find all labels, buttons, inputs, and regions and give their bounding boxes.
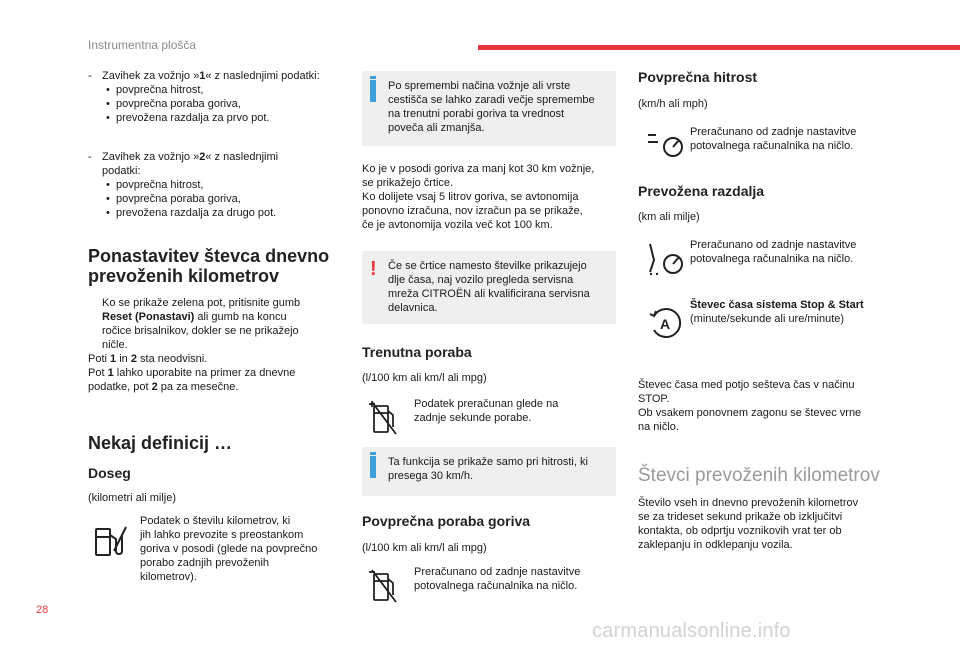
note-line: Po spremembi načina vožnje ali vrste bbox=[388, 80, 571, 92]
range-unit: (kilometri ali milje) bbox=[88, 492, 177, 504]
range-desc-line: jih lahko prevozite s preostankom bbox=[140, 529, 304, 541]
distance-icon bbox=[646, 240, 686, 280]
trip1-block bbox=[88, 69, 358, 125]
reset-para3b bbox=[88, 380, 358, 394]
reset-heading-line1: Ponastavitev števca dnevno bbox=[88, 246, 330, 266]
p3b: 1 bbox=[107, 367, 114, 379]
note-line: Ta funkcija se prikaže samo pri hitrosti, ki bbox=[388, 456, 588, 468]
current-desc-line: Podatek preračunan glede na bbox=[414, 398, 559, 410]
fuel-pump-range-icon bbox=[92, 521, 132, 561]
trip1-text-b: « z naslednjimi podatki: bbox=[205, 70, 320, 82]
dist-desc-line: Preračunano od zadnje nastavitve bbox=[690, 239, 857, 251]
current-heading: Trenutna poraba bbox=[362, 344, 472, 360]
current-desc bbox=[414, 397, 614, 425]
list-item: • povprečna hitrost, bbox=[106, 178, 358, 192]
list-item: • prevožena razdalja za prvo pot. bbox=[106, 111, 358, 125]
section-title: Instrumentna plošča bbox=[88, 38, 197, 52]
avg-desc-line: potovalnega računalnika na ničlo. bbox=[414, 580, 578, 592]
reset-line4: ničle. bbox=[102, 339, 128, 351]
avg-consumption-unit: (l/100 km ali km/l ali mpg) bbox=[362, 542, 487, 554]
p2a: Poti bbox=[88, 353, 111, 365]
odometer-heading: Števci prevoženih kilometrov bbox=[638, 465, 880, 486]
distance-heading: Prevožena razdalja bbox=[638, 183, 765, 199]
odo-para-line: se za trideset sekund prikaže ob izključitvi bbox=[638, 511, 843, 523]
fuel-pump-current-icon bbox=[366, 398, 406, 438]
p3d: podatke, pot bbox=[88, 381, 152, 393]
info-note-1 bbox=[362, 71, 616, 146]
dash: - bbox=[88, 70, 92, 82]
note-line: cestišča se lahko zaradi večje spremembe bbox=[388, 94, 595, 106]
reset-para2 bbox=[88, 352, 358, 366]
dash: - bbox=[88, 151, 92, 163]
distance-desc bbox=[690, 238, 910, 266]
ss-para-line: STOP. bbox=[638, 393, 670, 405]
p2d: 2 bbox=[130, 353, 137, 365]
trip1-num: 1 bbox=[199, 70, 206, 82]
range-desc bbox=[140, 514, 360, 584]
avg-speed-desc bbox=[690, 125, 910, 153]
warn-line: Če se črtice namesto številke prikazujejo bbox=[388, 260, 587, 272]
avg-speed-unit: (km/h ali mph) bbox=[638, 98, 708, 110]
average-speed-icon bbox=[646, 125, 686, 165]
p2e: sta neodvisni. bbox=[136, 353, 208, 365]
stop-start-desc bbox=[690, 298, 920, 326]
p3f: pa za mesečne. bbox=[157, 381, 239, 393]
odo-para-line: Število vseh in dnevno prevoženih kilometrov bbox=[638, 497, 859, 509]
trip2-block bbox=[88, 150, 358, 220]
trip2-text-a: Zavihek za vožnjo » bbox=[102, 151, 200, 163]
warn-line: dlje časa, naj vozilo pregleda servisna bbox=[388, 274, 574, 286]
range-desc-line: goriva v posodi (glede na povprečno bbox=[140, 543, 318, 555]
p2b: 1 bbox=[110, 353, 117, 365]
avg-consumption-heading: Povprečna poraba goriva bbox=[362, 513, 531, 529]
p2c: in bbox=[116, 353, 131, 365]
odo-para-line: kontakta, ob odprtju voznikovih vrat ter ob bbox=[638, 525, 842, 537]
trip1-line bbox=[88, 69, 358, 83]
trip1-list bbox=[88, 83, 358, 125]
list-item: • povprečna poraba goriva, bbox=[106, 97, 358, 111]
warning-note bbox=[362, 251, 616, 324]
reset-heading bbox=[88, 246, 329, 286]
trip2-text-c: podatki: bbox=[102, 165, 141, 177]
trip2-list bbox=[88, 178, 358, 220]
range-desc-line: porabo zadnjih prevoženih bbox=[140, 557, 270, 569]
stop-start-paragraph bbox=[638, 378, 888, 434]
para-line: ponovno izračuna, nov izračun pa se prikaže, bbox=[362, 205, 583, 217]
current-desc-line: zadnje sekunde porabe. bbox=[414, 412, 532, 424]
reset-line3: ročice brisalnikov, dokler se ne prikažejo bbox=[102, 325, 299, 337]
fuel-pump-average-icon bbox=[366, 566, 406, 606]
svg-text:A: A bbox=[660, 316, 671, 332]
note-line: na trenutni porabi goriva ta vrednost bbox=[388, 108, 565, 120]
odo-para-line: zaklepanju in odklepanju vozila. bbox=[638, 539, 793, 551]
warn-line: mreža CITROËN ali kvalificirana servisna bbox=[388, 288, 590, 300]
odometer-paragraph bbox=[638, 496, 898, 552]
note-line: presega 30 km/h. bbox=[388, 470, 473, 482]
reset-heading-line2: prevoženih kilometrov bbox=[88, 266, 280, 286]
avg-consumption-desc bbox=[414, 565, 624, 593]
stop-start-icon bbox=[646, 302, 686, 342]
reset-instruction bbox=[88, 296, 358, 310]
reset-block bbox=[88, 296, 358, 394]
info-icon bbox=[370, 456, 376, 478]
p3c: lahko uporabite na primer za dnevne bbox=[113, 367, 296, 379]
reset-button-name: Reset (Ponastavi) bbox=[102, 311, 195, 323]
page-number: 28 bbox=[36, 604, 49, 616]
ss-para-line: Ob vsakem ponovnem zagonu se števec vrne bbox=[638, 407, 862, 419]
para-line: če je avtonomija vozila več kot 100 km. bbox=[362, 219, 553, 231]
current-unit: (l/100 km ali km/l ali mpg) bbox=[362, 372, 487, 384]
reset-line1: Ko se prikaže zelena pot, pritisnite gumb bbox=[102, 297, 301, 309]
dist-desc-line: potovalnega računalnika na ničlo. bbox=[690, 253, 854, 265]
range-heading: Doseg bbox=[88, 465, 131, 481]
range-paragraph bbox=[362, 162, 622, 232]
list-item: • prevožena razdalja za drugo pot. bbox=[106, 206, 358, 220]
header-accent-bar bbox=[478, 45, 960, 50]
info-icon bbox=[370, 80, 376, 102]
reset-line2-rest: ali gumb na koncu bbox=[194, 311, 287, 323]
trip2-line bbox=[88, 150, 358, 164]
p3e: 2 bbox=[151, 381, 158, 393]
para-line: se prikažejo črtice. bbox=[362, 177, 454, 189]
watermark: carmanualsonline.info bbox=[592, 620, 791, 642]
speed-desc-line: Preračunano od zadnje nastavitve bbox=[690, 126, 857, 138]
note-line: poveča ali zmanjša. bbox=[388, 122, 485, 134]
warning-icon: ! bbox=[370, 258, 377, 280]
ss-para-line: na ničlo. bbox=[638, 421, 679, 433]
reset-para3 bbox=[88, 366, 358, 380]
definitions-heading: Nekaj definicij … bbox=[88, 433, 233, 453]
trip1-text-a: Zavihek za vožnjo » bbox=[102, 70, 200, 82]
avg-desc-line: Preračunano od zadnje nastavitve bbox=[414, 566, 581, 578]
para-line: Ko dolijete vsaj 5 litrov goriva, se avtonomija bbox=[362, 191, 579, 203]
list-item: • povprečna hitrost, bbox=[106, 83, 358, 97]
list-item: • povprečna poraba goriva, bbox=[106, 192, 358, 206]
reset-line2 bbox=[88, 310, 358, 324]
warn-line: delavnica. bbox=[388, 302, 438, 314]
speed-desc-line: potovalnega računalnika na ničlo. bbox=[690, 140, 854, 152]
info-note-2 bbox=[362, 447, 616, 496]
para-line: Ko je v posodi goriva za manj kot 30 km vožnje, bbox=[362, 163, 595, 175]
range-desc-line: kilometrov). bbox=[140, 571, 197, 583]
range-desc-line: Podatek o številu kilometrov, ki bbox=[140, 515, 291, 527]
p3a: Pot bbox=[88, 367, 108, 379]
avg-speed-heading: Povprečna hitrost bbox=[638, 69, 758, 85]
stop-start-title: Števec časa sistema Stop & Start bbox=[690, 299, 864, 311]
trip2-text-b: « z naslednjimi bbox=[205, 151, 279, 163]
distance-unit: (km ali milje) bbox=[638, 211, 700, 223]
trip2-num: 2 bbox=[199, 151, 206, 163]
stop-start-unit: (minute/sekunde ali ure/minute) bbox=[690, 313, 845, 325]
ss-para-line: Števec časa med potjo sešteva čas v načinu bbox=[638, 379, 855, 391]
